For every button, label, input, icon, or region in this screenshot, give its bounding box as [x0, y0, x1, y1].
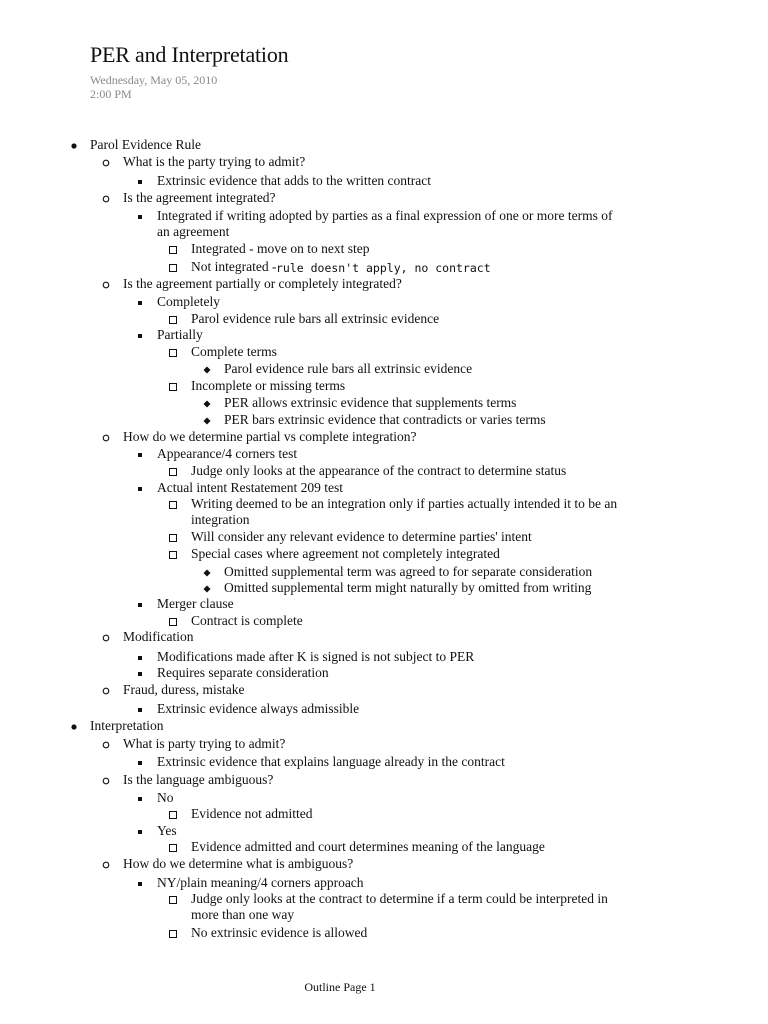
outline-line-level-3: Extrinsic evidence that explains language already in the contract: [157, 754, 505, 769]
page-datetime: [90, 73, 217, 101]
box-bullet-icon: [167, 807, 179, 823]
disc-bullet-icon: [68, 719, 80, 735]
diamond-bullet-icon: [201, 581, 213, 597]
circle-bullet-icon: [100, 857, 112, 873]
diamond-bullet-icon: [201, 565, 213, 581]
outline-line-level-4: Judge only looks at the contract to determine if a term could be interpreted in: [191, 891, 608, 906]
page-time: 2:00 PM: [90, 87, 132, 101]
outline-line-level-4: Will consider any relevant evidence to determine parties' intent: [191, 529, 532, 544]
diamond-bullet-icon: [201, 396, 213, 412]
box-bullet-icon: [167, 242, 179, 258]
outline-line-level-3: Extrinsic evidence always admissible: [157, 701, 360, 716]
outline-line-level-4: Integrated - move on to next step: [191, 241, 370, 256]
outline-line-level-4: Evidence admitted and court determines meaning of the language: [191, 839, 545, 854]
outline-line-level-2: Is the agreement integrated?: [123, 190, 276, 205]
outline-line-level-2: How do we determine partial vs complete integration?: [123, 429, 417, 444]
box-bullet-icon: [167, 345, 179, 361]
page-date: Wednesday, May 05, 2010: [90, 73, 218, 87]
outline-line-level-4: Judge only looks at the appearance of the contract to determine status: [191, 463, 567, 478]
outline-line-level-2: Is the language ambiguous?: [123, 772, 274, 787]
square-bullet-icon: [134, 824, 146, 840]
outline-line-level-3: Merger clause: [157, 596, 234, 611]
disc-bullet-icon: [68, 138, 80, 154]
square-bullet-icon: [134, 702, 146, 718]
outline-line-level-4: Complete terms: [191, 344, 277, 359]
outline-line-level-3: Appearance/4 corners test: [157, 446, 298, 461]
box-bullet-icon: [167, 497, 179, 513]
outline-line-level-3: Modifications made after K is signed is not subject to PER: [157, 649, 475, 664]
square-bullet-icon: [134, 447, 146, 463]
outline-line-level-5: Omitted supplemental term was agreed to for separate consideration: [224, 564, 593, 579]
outline-line-level-4: Parol evidence rule bars all extrinsic evidence: [191, 311, 440, 326]
outline-line-level-3: Extrinsic evidence that adds to the written contract: [157, 173, 432, 188]
box-bullet-icon: [167, 260, 179, 276]
square-bullet-icon: [134, 597, 146, 613]
box-bullet-icon: [167, 312, 179, 328]
outline-line-level-4: Writing deemed to be an integration only if parties actually intended it to be an: [191, 496, 618, 511]
outline-line-level-3: NY/plain meaning/4 corners approach: [157, 875, 364, 890]
circle-bullet-icon: [100, 155, 112, 171]
outline-line-level-4: Incomplete or missing terms: [191, 378, 346, 393]
page-footer: Outline Page 1: [304, 980, 376, 994]
box-bullet-icon: [167, 892, 179, 908]
outline-line-level-5: Omitted supplemental term might naturally by omitted from writing: [224, 580, 592, 595]
outline-line-level-3: Integrated if writing adopted by parties as a final expression of one or more terms of: [157, 208, 613, 223]
outline-line-level-4: Special cases where agreement not completely integrated: [191, 546, 500, 561]
box-bullet-icon: [167, 926, 179, 942]
square-bullet-icon: [134, 755, 146, 771]
outline-line-level-2: How do we determine what is ambiguous?: [123, 856, 354, 871]
square-bullet-icon: [134, 209, 146, 225]
outline-line-level-3: Completely: [157, 294, 220, 309]
outline-line-level-4: more than one way: [191, 907, 295, 922]
circle-bullet-icon: [100, 773, 112, 789]
square-bullet-icon: [134, 791, 146, 807]
circle-bullet-icon: [100, 737, 112, 753]
circle-bullet-icon: [100, 630, 112, 646]
box-bullet-icon: [167, 614, 179, 630]
page-title: PER and Interpretation: [90, 42, 289, 67]
diamond-bullet-icon: [201, 362, 213, 378]
circle-bullet-icon: [100, 191, 112, 207]
outline-line-level-2: What is party trying to admit?: [123, 736, 286, 751]
diamond-bullet-icon: [201, 413, 213, 429]
outline-line-level-5: PER bars extrinsic evidence that contradicts or varies terms: [224, 412, 546, 427]
outline-line-level-3: Yes: [157, 823, 177, 838]
outline-line-level-5: Parol evidence rule bars all extrinsic evidence: [224, 361, 473, 376]
box-bullet-icon: [167, 464, 179, 480]
outline-line-level-3: an agreement: [157, 224, 230, 239]
box-bullet-icon: [167, 530, 179, 546]
box-bullet-icon: [167, 547, 179, 563]
outline-line-level-5: PER allows extrinsic evidence that supplements terms: [224, 395, 517, 410]
square-bullet-icon: [134, 295, 146, 311]
outline-line-level-4: integration: [191, 512, 250, 527]
outline-line-level-3: Partially: [157, 327, 203, 342]
box-bullet-icon: [167, 379, 179, 395]
square-bullet-icon: [134, 666, 146, 682]
square-bullet-icon: [134, 328, 146, 344]
outline-line-level-4: No extrinsic evidence is allowed: [191, 925, 368, 940]
outline-line-level-3: Requires separate consideration: [157, 665, 329, 680]
square-bullet-icon: [134, 876, 146, 892]
box-bullet-icon: [167, 840, 179, 856]
outline-line-level-2: Fraud, duress, mistake: [123, 682, 245, 697]
outline-line-level-2: What is the party trying to admit?: [123, 154, 306, 169]
circle-bullet-icon: [100, 683, 112, 699]
outline-line-level-2: Is the agreement partially or completely integrated?: [123, 276, 402, 291]
square-bullet-icon: [134, 650, 146, 666]
outline-line-level-4: Not integrated -: [191, 259, 277, 274]
outline-line-level-4: rule doesn't apply, no contract: [276, 261, 491, 275]
circle-bullet-icon: [100, 430, 112, 446]
square-bullet-icon: [134, 481, 146, 497]
outline-line-level-2: Modification: [123, 629, 194, 644]
outline-line-level-3: Actual intent Restatement 209 test: [157, 480, 343, 495]
outline-line-level-1: Interpretation: [90, 718, 164, 733]
circle-bullet-icon: [100, 277, 112, 293]
outline-line-level-1: Parol Evidence Rule: [90, 137, 201, 152]
outline-line-level-3: No: [157, 790, 174, 805]
outline-line-level-4: Contract is complete: [191, 613, 303, 628]
square-bullet-icon: [134, 174, 146, 190]
outline-line-level-4: Evidence not admitted: [191, 806, 313, 821]
